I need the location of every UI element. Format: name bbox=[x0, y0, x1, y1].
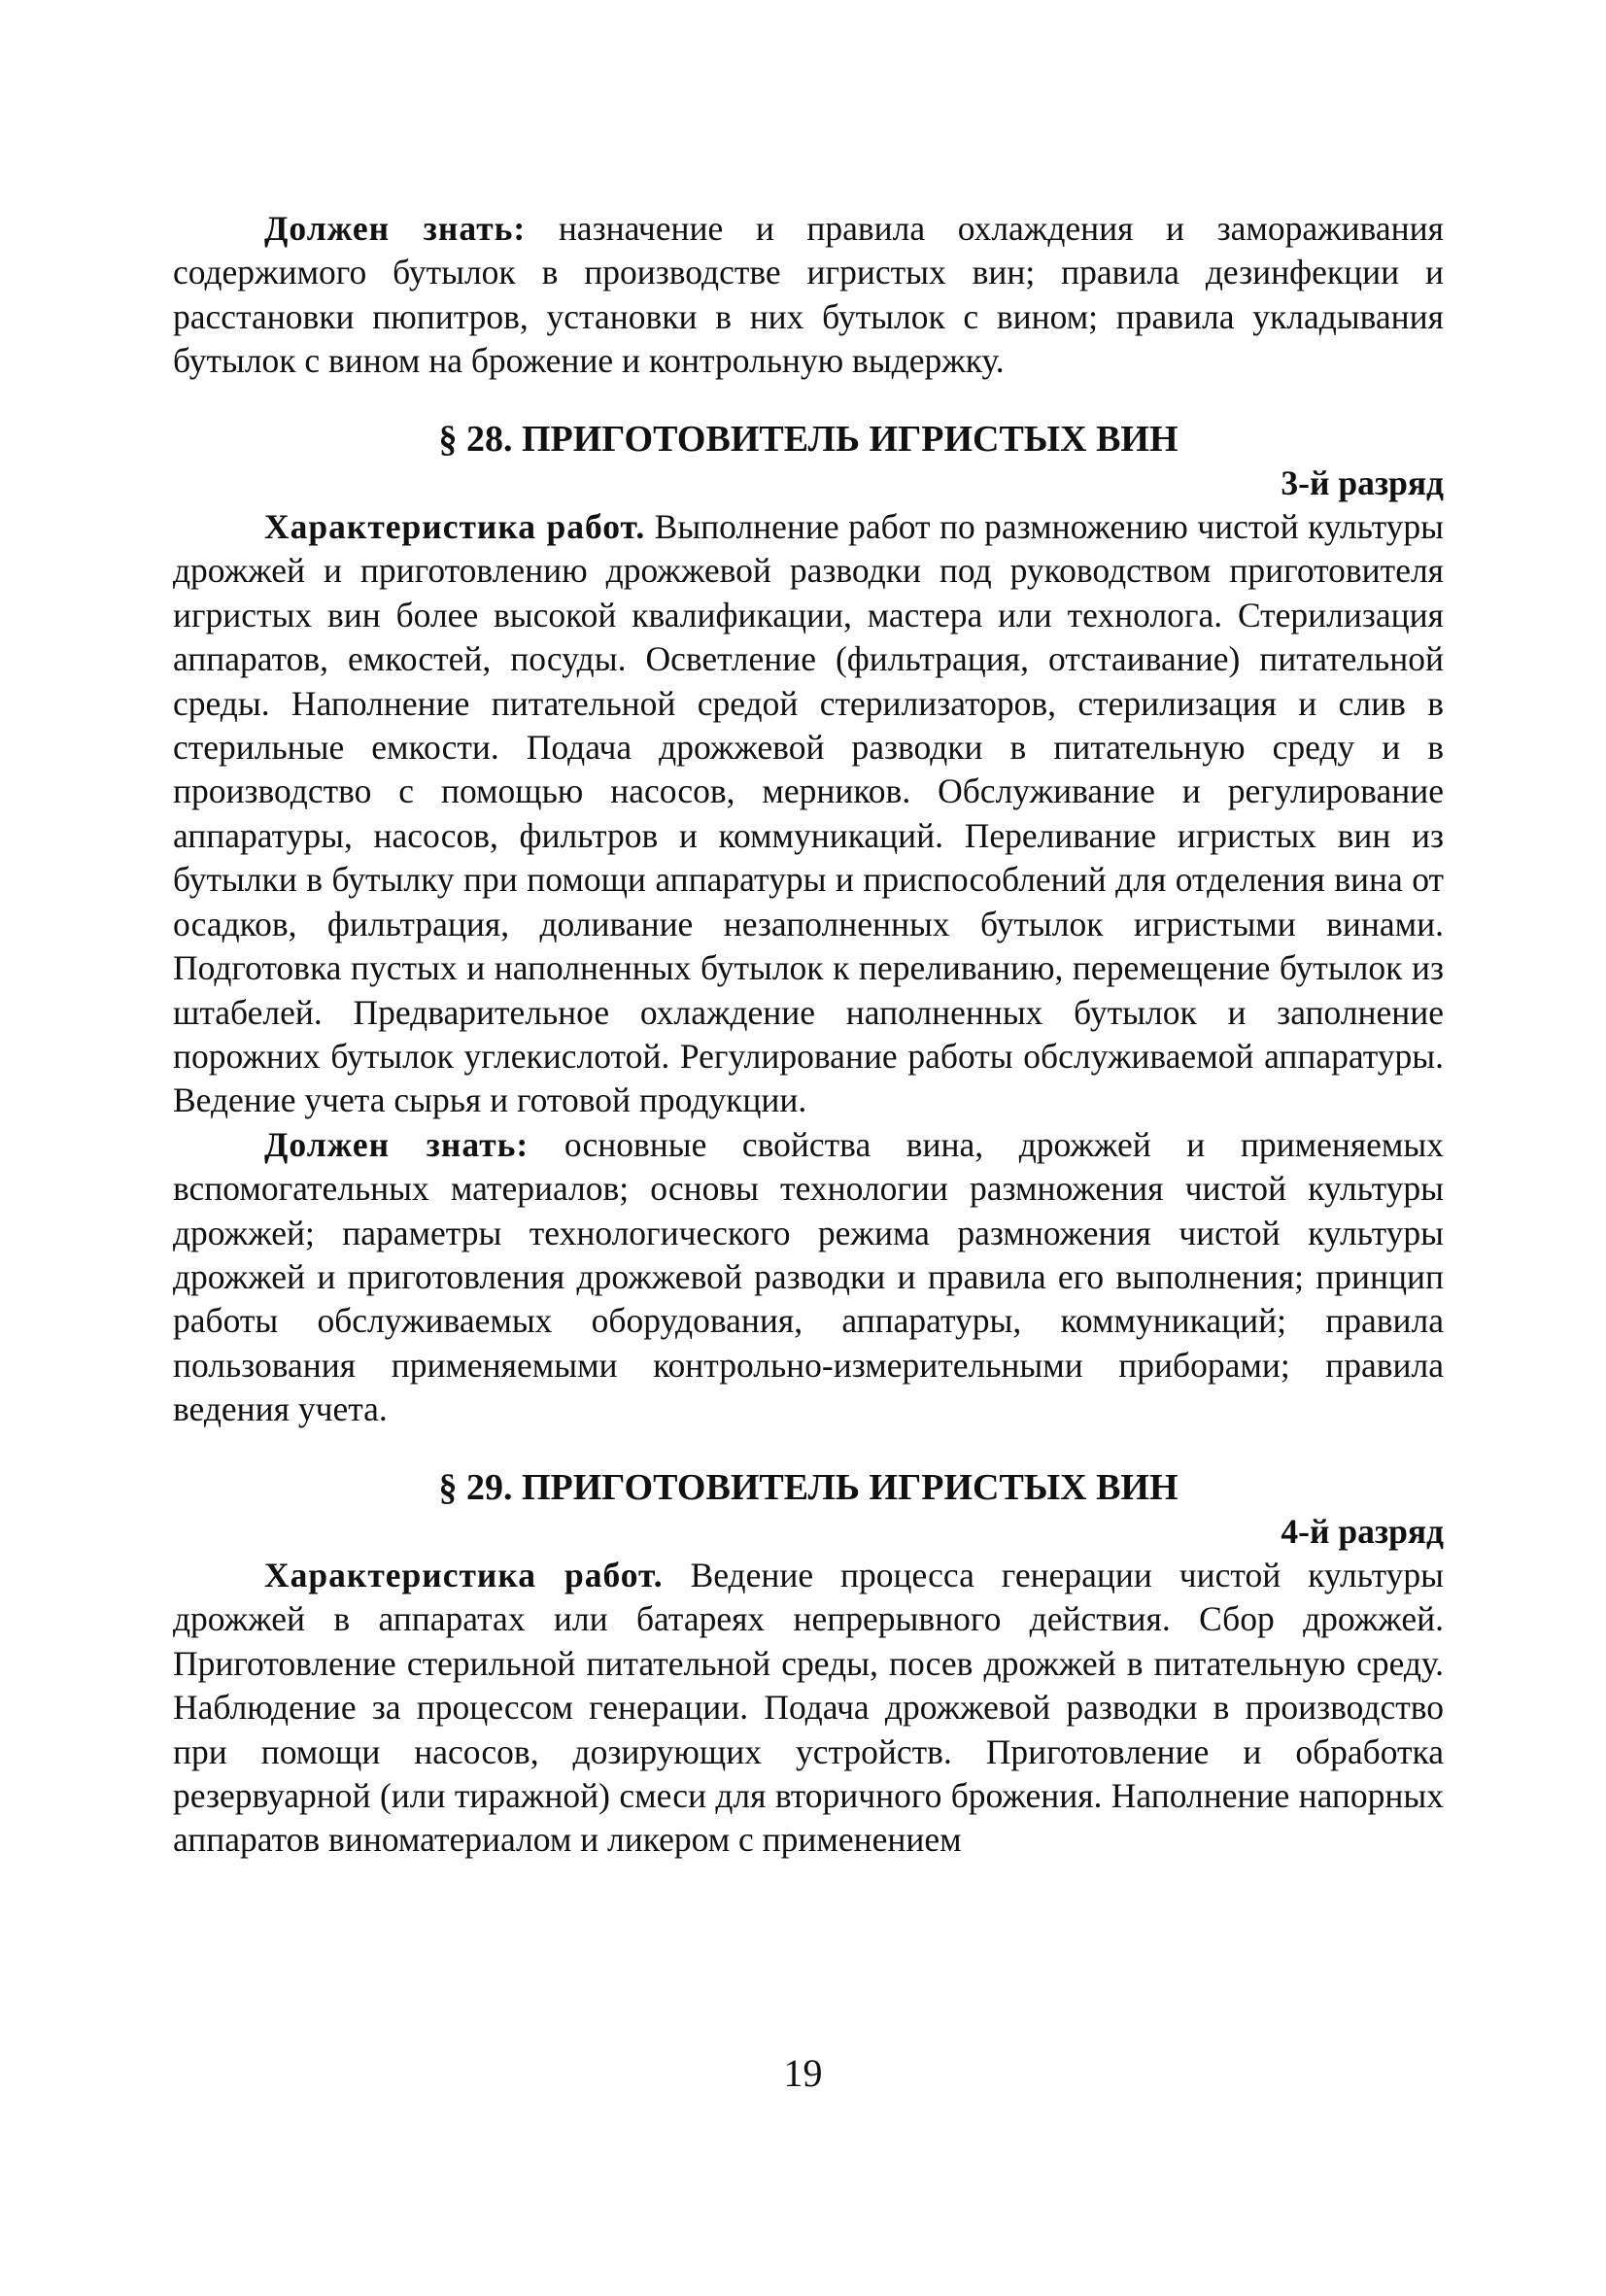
section-28 bbox=[173, 417, 1444, 1432]
section-title: § 29. ПРИГОТОВИТЕЛЬ ИГРИСТЫХ ВИН bbox=[438, 1466, 1179, 1508]
knowledge-text: основные свойства вина, дрожжей и применяемых вспомогательных материалов; основы технологии размножения чистой культуры дрожжей; параметры технологического режима размножения чистой культуры дрожжей и приготовления дрожжевой разводки и правила его выполнения; принцип работы обслуживаемых оборудования, аппаратуры, коммуникаций; правила пользования применяемыми контрольно-измерительными приборами; правила ведения учета. bbox=[173, 1124, 1444, 1429]
intro-paragraph bbox=[173, 207, 1444, 384]
grade-label: 4-й разряд bbox=[1281, 1511, 1444, 1551]
characteristic-paragraph bbox=[173, 1554, 1444, 1863]
grade-label: 3-й разряд bbox=[1281, 463, 1444, 502]
knowledge-label: Должен знать: bbox=[264, 1124, 530, 1164]
section-29 bbox=[173, 1465, 1444, 1863]
characteristic-label: Характеристика работ. bbox=[264, 1555, 664, 1594]
page-content bbox=[173, 207, 1444, 1863]
page-number: 19 bbox=[783, 2051, 823, 2095]
characteristic-label: Характеристика работ. bbox=[264, 507, 646, 547]
characteristic-text: Выполнение работ по размножению чистой культуры дрожжей и приготовлению дрожжевой разводки под руководством приготовителя игристых вин более высокой квалификации, мастера или технолога. Стерилизация аппаратов, емкостей, посуды. Осветление (фильтрация, отстаивание) питательной среды. Наполнение питательной средой стерилизаторов, стерилизация и слив в стерильные емкости. Подача дрожжевой разводки в питательную среду и в производство с помощью насосов, мерников. Обслуживание и регулирование аппаратуры, насосов, фильтров и коммуникаций. Переливание игристых вин из бутылки в бутылку при помощи аппаратуры и приспособлений для отделения вина от осадков, фильтрация, доливание незаполненных бутылок игристыми винами. Подготовка пустых и наполненных бутылок к переливанию, перемещение бутылок из штабелей. Предварительное охлаждение наполненных бутылок и заполнение порожних бутылок углекислотой. Регулирование работы обслуживаемой аппаратуры. Ведение учета сырья и готовой продукции. bbox=[173, 507, 1445, 1120]
section-title: § 28. ПРИГОТОВИТЕЛЬ ИГРИСТЫХ ВИН bbox=[438, 418, 1179, 460]
characteristic-paragraph bbox=[173, 505, 1444, 1123]
characteristic-text: Ведение процесса генерации чистой культуры дрожжей в аппаратах или батареях непрерывного действия. Сбор дрожжей. Приготовление стерильной питательной среды, посев дрожжей в питательную среду. Наблюдение за процессом генерации. Подача дрожжевой разводки в производство при помощи насосов, дозирующих устройств. Приготовление и обработка резервуарной (или тиражной) смеси для вторичного брожения. Наполнение напорных аппаратов виноматериалом и ликером с применением bbox=[173, 1555, 1444, 1860]
intro-text: назначение и правила охлаждения и замораживания содержимого бутылок в производстве игристых вин; правила дезинфекции и расстановки пюпитров, установки в них бутылок с вином; правила укладывания бутылок с вином на брожение и контрольную выдержку. bbox=[173, 209, 1444, 381]
knowledge-paragraph bbox=[173, 1123, 1444, 1432]
intro-label: Должен знать: bbox=[264, 209, 527, 248]
